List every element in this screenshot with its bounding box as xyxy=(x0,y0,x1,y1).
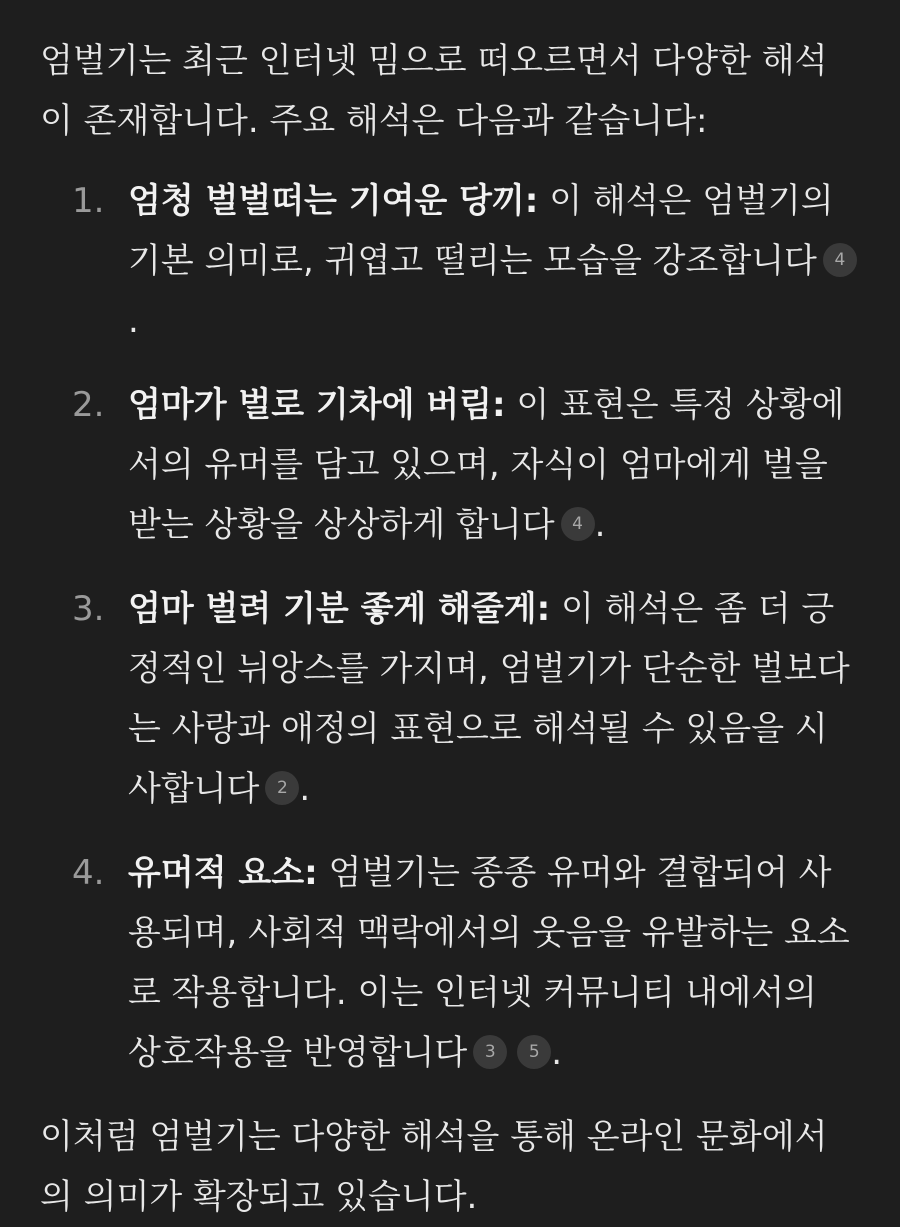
conclusion-paragraph: 이처럼 엄벌기는 다양한 해석을 통해 온라인 문화에서의 의미가 확장되고 있습니다. xyxy=(40,1117,828,1217)
intro-paragraph: 엄벌기는 최근 인터넷 밈으로 떠오르면서 다양한 해석이 존재합니다. 주요 해석은 다음과 같습니다: xyxy=(40,41,828,141)
item-colon: : xyxy=(304,853,318,893)
item-body: 이 해석은 좀 더 긍정적인 뉘앙스를 가지며, 엄벌기가 단순한 벌보다는 사랑과 애정의 표현으로 해석될 수 있음을 시사합니다 xyxy=(128,589,850,809)
list-item xyxy=(40,579,860,819)
item-colon: : xyxy=(524,181,539,221)
interpretation-list xyxy=(40,171,860,1083)
citation-badge[interactable]: 4 xyxy=(823,243,857,277)
list-item xyxy=(40,171,860,351)
item-end: . xyxy=(551,1033,563,1073)
list-number: 4. xyxy=(72,853,105,893)
item-term: 엄청 벌벌떠는 기여운 당끼 xyxy=(128,181,525,221)
item-term: 엄마 벌려 기분 좋게 해줄게 xyxy=(128,589,537,629)
item-colon: : xyxy=(491,385,506,425)
citation-badge[interactable]: 5 xyxy=(517,1035,551,1069)
item-body: 엄벌기는 종종 유머와 결합되어 사용되며, 사회적 맥락에서의 웃음을 유발하는 요소로 작용합니다. 이는 인터넷 커뮤니티 내에서의 상호작용을 반영합니다 xyxy=(128,853,850,1073)
list-item xyxy=(40,375,860,555)
list-number: 3. xyxy=(72,589,105,629)
item-body: 이 해석은 엄벌기의 기본 의미로, 귀엽고 떨리는 모습을 강조합니다 xyxy=(128,181,834,281)
item-term: 유머적 요소 xyxy=(128,853,305,893)
citation-badge[interactable]: 2 xyxy=(265,771,299,805)
item-colon: : xyxy=(536,589,551,629)
item-body: 이 표현은 특정 상황에서의 유머를 담고 있으며, 자식이 엄마에게 벌을 받는 상황을 상상하게 합니다 xyxy=(128,385,845,545)
item-end: . xyxy=(128,301,139,341)
list-item xyxy=(40,843,860,1083)
list-number: 2. xyxy=(72,385,105,425)
list-number: 1. xyxy=(72,181,105,221)
item-end: . xyxy=(299,769,311,809)
item-term: 엄마가 벌로 기차에 버림 xyxy=(128,385,492,425)
item-end: . xyxy=(594,505,606,545)
citation-badge[interactable]: 4 xyxy=(561,507,595,541)
citation-badge[interactable]: 3 xyxy=(473,1035,507,1069)
